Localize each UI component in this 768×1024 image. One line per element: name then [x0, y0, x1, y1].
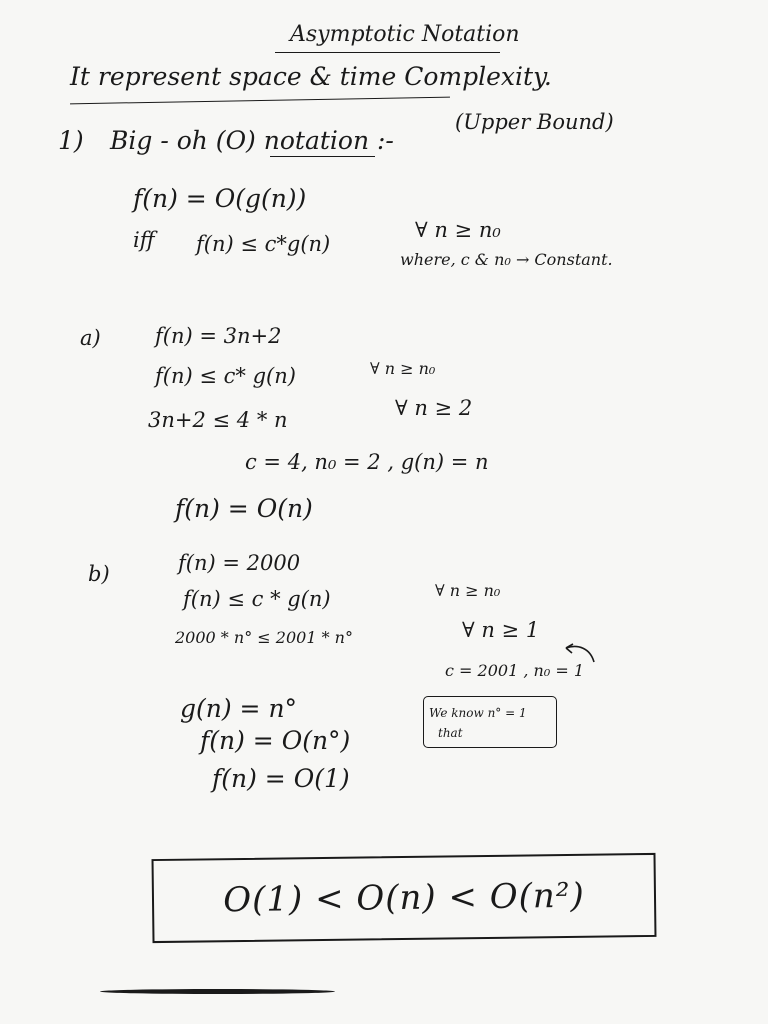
bottom-pen-stroke: [100, 989, 335, 994]
example-a-result: f(n) = O(n): [175, 494, 313, 523]
example-a-line2-condition: ∀ n ≥ n₀: [370, 359, 436, 378]
example-a-line2: f(n) ≤ c* g(n): [155, 364, 296, 388]
title-underline: [275, 52, 500, 53]
example-b-constants: c = 2001 , n₀ = 1: [445, 661, 584, 680]
heading-underline: [270, 156, 375, 157]
example-a-line1: f(n) = 3n+2: [155, 324, 282, 348]
example-b-line1: f(n) = 2000: [178, 551, 301, 575]
curved-arrow-icon: [560, 640, 600, 664]
definition-line2: f(n) ≤ c*g(n): [196, 232, 331, 256]
example-a-constants: c = 4, n₀ = 2 , g(n) = n: [245, 450, 489, 474]
example-b-result2: f(n) = O(1): [212, 764, 350, 793]
example-b-line2-condition: ∀ n ≥ n₀: [435, 581, 501, 600]
iff-label: iff: [133, 228, 155, 252]
example-a-line3: 3n+2 ≤ 4 * n: [148, 408, 288, 432]
example-b-label: b): [88, 562, 110, 586]
constants-note: where, c & n₀ → Constant.: [400, 250, 613, 269]
section-heading: Big - oh (O) notation :-: [110, 126, 394, 155]
definition-line1: f(n) = O(g(n)): [133, 184, 307, 213]
complexity-order: O(1) < O(n) < O(n²): [223, 875, 585, 921]
note-line2: that: [438, 726, 463, 740]
example-b-g-line: g(n) = n°: [180, 694, 298, 723]
example-b-result1: f(n) = O(n°): [200, 726, 351, 755]
intro-underline: [70, 97, 450, 105]
page-title: Asymptotic Notation: [290, 22, 520, 47]
example-a-label: a): [80, 326, 101, 350]
example-b-line2: f(n) ≤ c * g(n): [183, 587, 331, 611]
definition-condition: ∀ n ≥ n₀: [415, 218, 501, 242]
note-line1: We know n° = 1: [429, 706, 527, 720]
example-b-line3-condition: ∀ n ≥ 1: [462, 618, 540, 642]
note-box: [423, 696, 557, 748]
example-a-line3-condition: ∀ n ≥ 2: [395, 396, 473, 420]
intro-text: It represent space & time Complexity.: [70, 62, 552, 91]
upper-bound-label: (Upper Bound): [455, 110, 614, 134]
example-b-line3: 2000 * n° ≤ 2001 * n°: [175, 628, 353, 647]
summary-box: [152, 853, 657, 943]
section-number: 1): [58, 126, 84, 155]
